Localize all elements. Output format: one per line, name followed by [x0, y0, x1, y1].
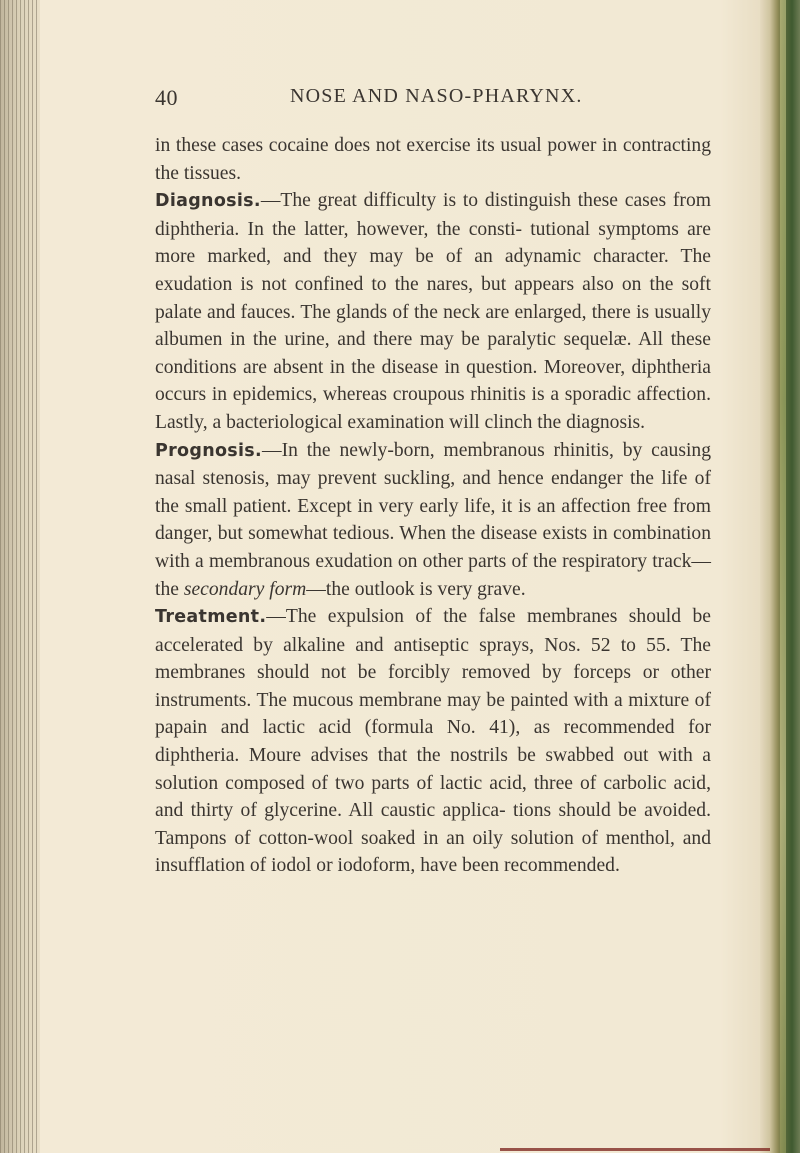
page-number: 40	[155, 85, 178, 110]
page-binding-edge	[0, 0, 40, 1153]
page-bottom-edge	[500, 1148, 770, 1151]
treatment-heading: Treatment.	[155, 607, 267, 628]
paragraph-diagnosis	[155, 187, 711, 436]
prognosis-italic-term: secondary form	[183, 578, 307, 600]
running-head	[155, 85, 725, 115]
prognosis-text-1: —In the newly-born, membranous rhinitis, by causing nasal stenosis, may prevent suckling, and hence endanger the life of the small patient. Except in very early life, it is an affection free from danger, but somewhat tedious. When the disease exists in combination with a membranous exudation on other parts of the respiratory track—the	[155, 439, 711, 600]
paragraph-treatment	[155, 603, 711, 880]
paragraph-prognosis	[155, 437, 711, 604]
diagnosis-heading: Diagnosis.	[155, 191, 261, 212]
diagnosis-text: —The great difficulty is to distinguish these cases from diphtheria. In the latter, however, the consti- tutional symptoms are more marked, and they may be of an adynamic character. The exudation is not confined to the nares, but appears also on the soft palate and fauces. The glands of the neck are enlarged, there is usually albumen in the urine, and there may be paralytic sequelæ. All these conditions are absent in the disease in question. Moreover, diphtheria occurs in epidemics, whereas croupous rhinitis is a sporadic affection. Lastly, a bacteriological examination will clinch the diagnosis.	[155, 190, 711, 433]
prognosis-heading: Prognosis.	[155, 440, 262, 461]
book-fore-edge-highlight	[780, 0, 786, 1153]
body-text	[155, 132, 711, 880]
intro-text: in these cases cocaine does not exercise its usual power in contracting the tissues.	[155, 135, 711, 184]
paragraph-intro	[155, 132, 711, 187]
treatment-text: —The expulsion of the false membranes should be accelerated by alkaline and antiseptic sprays, Nos. 52 to 55. The membranes should not be forcibly removed by forceps or other instruments. The mucous membrane may be painted with a mixture of papain and lactic acid (formula No. 41), as recommended for diphtheria. Moure advises that the nostrils be swabbed out with a solution composed of two parts of lactic acid, three of carbolic acid, and thirty of glycerine. All caustic applica- tions should be avoided. Tampons of cotton-wool soaked in an oily solution of menthol, and insufflation of iodol or iodoform, have been recommended.	[155, 606, 711, 877]
prognosis-text-2: —the outlook is very grave.	[306, 578, 526, 600]
running-head-title: NOSE AND NASO-PHARYNX.	[290, 85, 583, 107]
